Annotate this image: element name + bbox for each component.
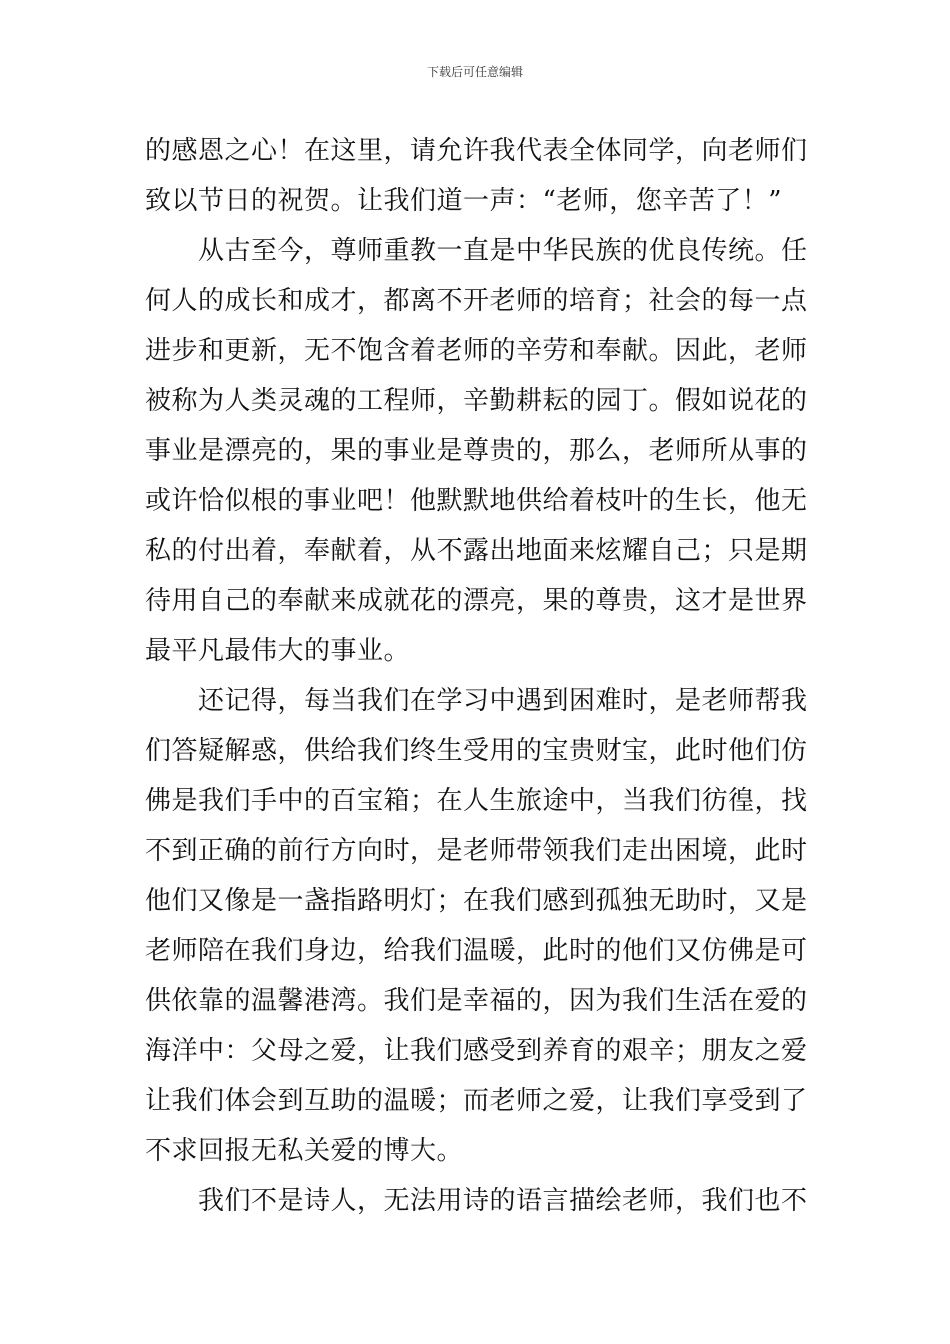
text-line: 进步和更新，无不饱含着老师的辛劳和奉献。因此，老师 xyxy=(145,336,808,366)
text-line: 不到正确的前行方向时，是老师带领我们走出困境，此时 xyxy=(145,836,808,866)
paragraph-first-line: 我们不是诗人，无法用诗的语言描绘老师，我们也不 xyxy=(198,1186,808,1216)
text-line: 佛是我们手中的百宝箱；在人生旅途中，当我们彷徨，找 xyxy=(145,786,808,816)
text-line: 何人的成长和成才，都离不开老师的培育；社会的每一点 xyxy=(145,286,808,316)
text-line: 致以节日的祝贺。让我们道一声：“老师，您辛苦了！” xyxy=(145,186,783,216)
paragraph-first-line: 还记得，每当我们在学习中遇到困难时，是老师帮我 xyxy=(198,686,808,716)
text-line: 的感恩之心！在这里，请允许我代表全体同学，向老师们 xyxy=(145,136,808,166)
text-line: 私的付出着，奉献着，从不露出地面来炫耀自己；只是期 xyxy=(145,536,808,566)
text-line: 供依靠的温馨港湾。我们是幸福的，因为我们生活在爱的 xyxy=(145,986,808,1016)
text-line: 他们又像是一盏指路明灯；在我们感到孤独无助时，又是 xyxy=(145,886,808,916)
document-body xyxy=(145,126,807,1226)
text-line: 待用自己的奉献来成就花的漂亮，果的尊贵，这才是世界 xyxy=(145,586,808,616)
text-line: 海洋中：父母之爱，让我们感受到养育的艰辛；朋友之爱 xyxy=(145,1036,808,1066)
paragraph-first-line: 从古至今，尊师重教一直是中华民族的优良传统。任 xyxy=(198,236,808,266)
text-line: 事业是漂亮的，果的事业是尊贵的，那么，老师所从事的 xyxy=(145,436,808,466)
text-line: 让我们体会到互助的温暖；而老师之爱，让我们享受到了 xyxy=(145,1086,808,1116)
page-header: 下载后可任意编辑 xyxy=(426,65,523,79)
text-line: 最平凡最伟大的事业。 xyxy=(145,636,411,666)
text-line: 不求回报无私关爱的博大。 xyxy=(145,1136,464,1166)
text-line: 们答疑解惑，供给我们终生受用的宝贵财宝，此时他们仿 xyxy=(145,736,808,766)
text-line: 被称为人类灵魂的工程师，辛勤耕耘的园丁。假如说花的 xyxy=(145,386,808,416)
text-line: 老师陪在我们身边，给我们温暖，此时的他们又仿佛是可 xyxy=(145,936,808,966)
text-line: 或许恰似根的事业吧！他默默地供给着枝叶的生长，他无 xyxy=(145,486,808,516)
